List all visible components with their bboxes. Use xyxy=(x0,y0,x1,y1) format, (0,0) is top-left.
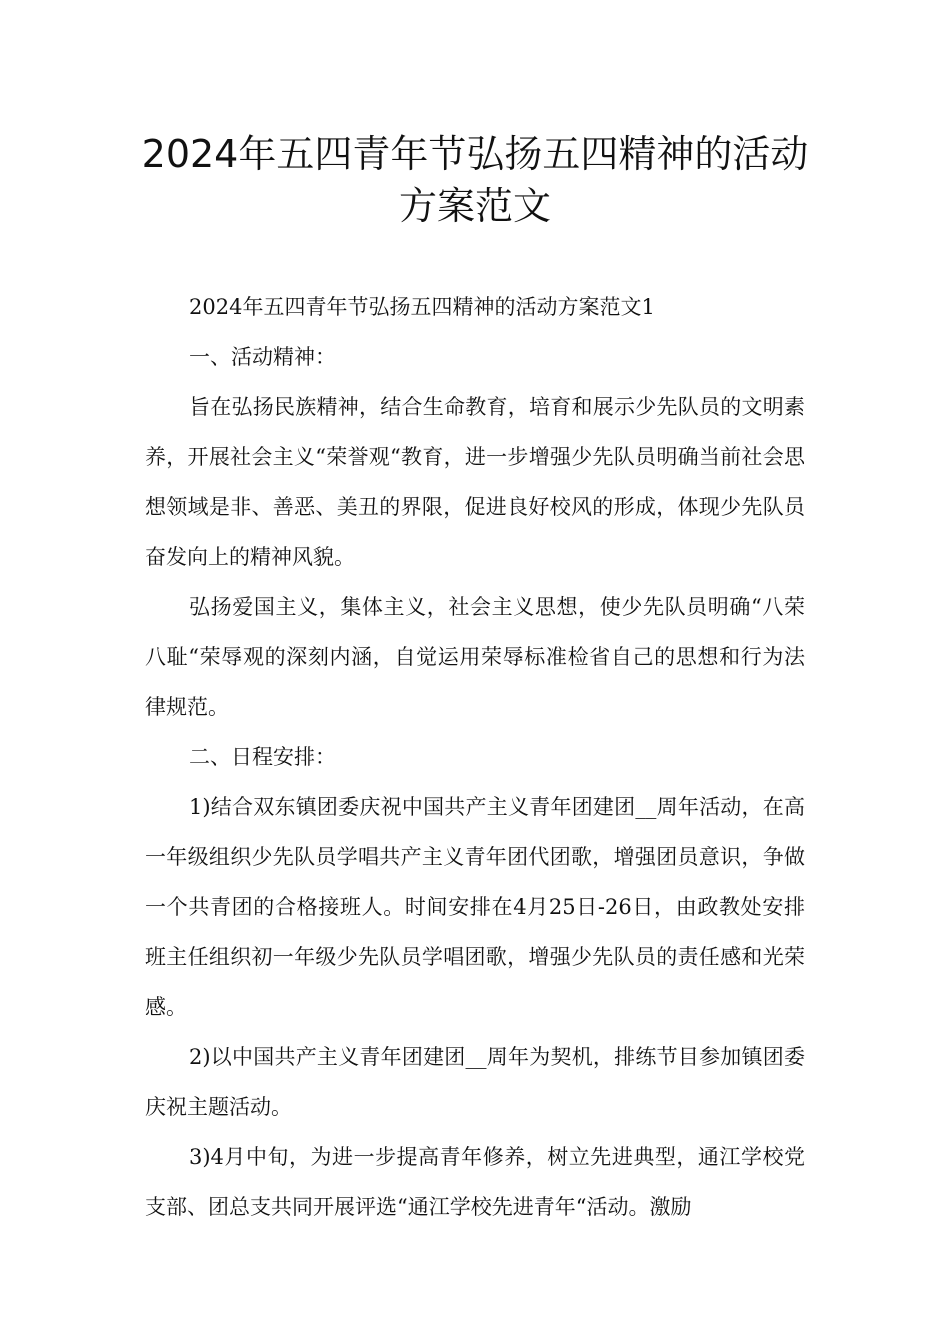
subtitle-paragraph: 2024年五四青年节弘扬五四精神的活动方案范文1 xyxy=(189,295,655,319)
section-heading-1: 一、活动精神： xyxy=(189,345,336,369)
section-heading-2: 二、日程安排： xyxy=(189,745,336,769)
body-paragraph: 弘扬爱国主义，集体主义，社会主义思想，使少先队员明确“八荣八耻“荣辱观的深刻内涵，自觉运用荣辱标准检省自己的思想和行为法律规范。 xyxy=(145,595,805,719)
document-title xyxy=(0,128,950,232)
title-line-1: 2024年五四青年节弘扬五四精神的活动 xyxy=(141,132,809,176)
body-paragraph: 3)4月中旬，为进一步提高青年修养，树立先进典型，通江学校党支部、团总支共同开展评选“通江学校先进青年“活动。激励 xyxy=(145,1145,805,1219)
body-paragraph: 1)结合双东镇团委庆祝中国共产主义青年团建团__周年活动，在高一年级组织少先队员学唱共产主义青年团代团歌，增强团员意识，争做一个共青团的合格接班人。时间安排在4月25日-26日，由政教处安排班主任组织初一年级少先队员学唱团歌，增强少先队员的责任感和光荣感。 xyxy=(145,795,805,1019)
body-paragraph: 2)以中国共产主义青年团建团__周年为契机，排练节目参加镇团委庆祝主题活动。 xyxy=(145,1045,805,1119)
title-line-2: 方案范文 xyxy=(398,184,551,228)
document-body xyxy=(145,282,805,1232)
body-paragraph: 旨在弘扬民族精神，结合生命教育，培育和展示少先队员的文明素养，开展社会主义“荣誉观“教育，进一步增强少先队员明确当前社会思想领域是非、善恶、美丑的界限，促进良好校风的形成，体现少先队员奋发向上的精神风貌。 xyxy=(145,395,805,569)
